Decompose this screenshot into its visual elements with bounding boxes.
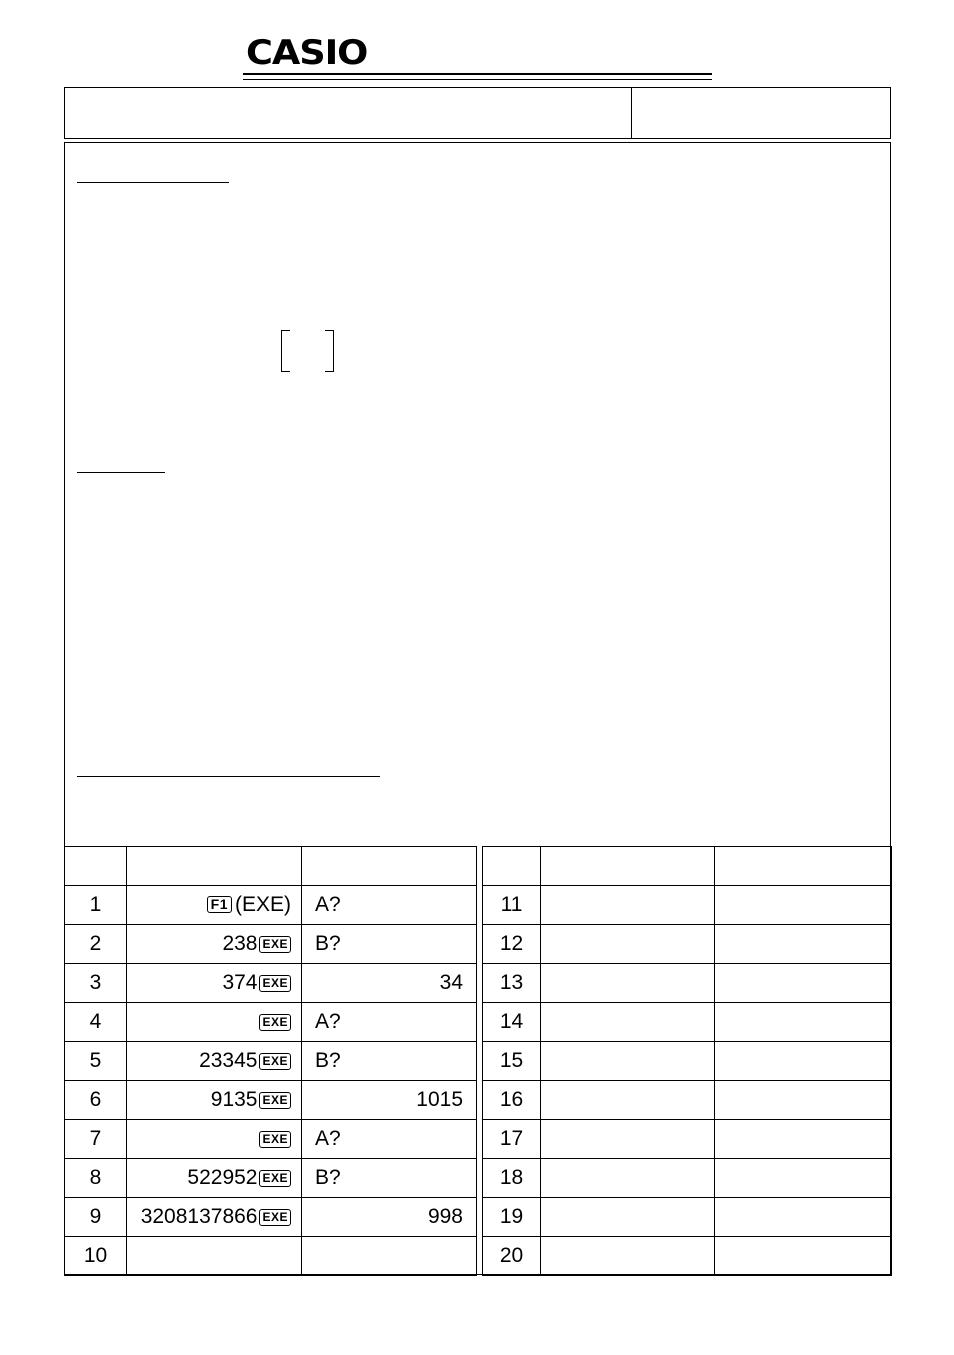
- header-cell: [483, 847, 541, 886]
- table-row: [65, 964, 892, 1003]
- display-value: [715, 1081, 892, 1120]
- step-number: 17: [483, 1120, 541, 1159]
- key-value: 23345: [199, 1049, 258, 1072]
- table-row: [65, 1120, 892, 1159]
- exe-key-icon: EXE: [259, 1014, 291, 1031]
- table-row: [65, 1237, 892, 1276]
- header-rule-thin: [243, 79, 712, 80]
- step-number: 8: [65, 1159, 127, 1198]
- exe-key-icon: EXE: [259, 1053, 291, 1070]
- display-value: 998: [302, 1198, 477, 1237]
- table-row: [65, 1003, 892, 1042]
- key-operation: [541, 1237, 715, 1276]
- key-operation: [541, 1159, 715, 1198]
- key-operation: [541, 964, 715, 1003]
- display-value: [715, 886, 892, 925]
- exe-key-icon: EXE: [259, 1131, 291, 1148]
- key-operation: [127, 1042, 302, 1081]
- key-operation: [127, 925, 302, 964]
- title-box-divider: [631, 87, 632, 139]
- display-value: [715, 1120, 892, 1159]
- exe-key-icon: EXE: [259, 1170, 291, 1187]
- section-heading-underline: [77, 472, 165, 473]
- key-value: 3208137866: [140, 1205, 258, 1228]
- key-operation: [541, 1081, 715, 1120]
- header-cell: [541, 847, 715, 886]
- step-number: 10: [65, 1237, 127, 1276]
- display-value: [715, 1003, 892, 1042]
- table-header-row: [65, 847, 892, 886]
- header-rule: [243, 73, 712, 75]
- key-value: 374: [222, 971, 258, 994]
- step-number: 14: [483, 1003, 541, 1042]
- right-bracket: [325, 330, 334, 372]
- display-value: [715, 1198, 892, 1237]
- key-operation: [541, 925, 715, 964]
- key-operation: [541, 1120, 715, 1159]
- key-operation: [541, 886, 715, 925]
- table-row: [65, 886, 892, 925]
- step-number: 9: [65, 1198, 127, 1237]
- key-label: (EXE): [234, 893, 291, 916]
- display-value: A?: [302, 1120, 477, 1159]
- step-number: 13: [483, 964, 541, 1003]
- display-value: A?: [302, 1003, 477, 1042]
- section-heading-underline: [77, 182, 229, 183]
- exe-key-icon: EXE: [259, 936, 291, 953]
- exe-key-icon: EXE: [259, 1092, 291, 1109]
- table-row: [65, 1081, 892, 1120]
- step-number: 15: [483, 1042, 541, 1081]
- display-value: [715, 1159, 892, 1198]
- operation-table: [64, 846, 892, 1276]
- step-number: 12: [483, 925, 541, 964]
- key-operation: [127, 1003, 302, 1042]
- step-number: 3: [65, 964, 127, 1003]
- display-value: [302, 1237, 477, 1276]
- section-heading-underline: [77, 776, 380, 777]
- step-number: 7: [65, 1120, 127, 1159]
- display-value: A?: [302, 886, 477, 925]
- table-row: [65, 925, 892, 964]
- left-bracket: [281, 330, 290, 372]
- step-number: 16: [483, 1081, 541, 1120]
- table-row: [65, 1198, 892, 1237]
- key-operation: [541, 1198, 715, 1237]
- display-value: B?: [302, 925, 477, 964]
- display-value: [715, 1237, 892, 1276]
- header-cell: [715, 847, 892, 886]
- key-operation: [127, 1237, 302, 1276]
- display-value: 1015: [302, 1081, 477, 1120]
- title-box: [64, 87, 891, 139]
- display-value: [715, 925, 892, 964]
- key-operation: [541, 1003, 715, 1042]
- display-value: B?: [302, 1042, 477, 1081]
- key-operation: [127, 1198, 302, 1237]
- f1-key-icon: F1: [207, 896, 232, 913]
- exe-key-icon: EXE: [259, 975, 291, 992]
- key-value: 238: [222, 932, 258, 955]
- display-value: [715, 1042, 892, 1081]
- step-number: 4: [65, 1003, 127, 1042]
- step-number: 18: [483, 1159, 541, 1198]
- header-cell: [127, 847, 302, 886]
- header-cell: [302, 847, 477, 886]
- display-value: 34: [302, 964, 477, 1003]
- step-number: 19: [483, 1198, 541, 1237]
- key-operation: [127, 964, 302, 1003]
- step-number: 20: [483, 1237, 541, 1276]
- step-number: 5: [65, 1042, 127, 1081]
- step-number: 2: [65, 925, 127, 964]
- key-operation: [127, 1159, 302, 1198]
- key-operation: [127, 886, 302, 925]
- step-number: 6: [65, 1081, 127, 1120]
- key-value: 522952: [187, 1166, 258, 1189]
- table-row: [65, 1042, 892, 1081]
- step-number: 11: [483, 886, 541, 925]
- display-value: B?: [302, 1159, 477, 1198]
- casio-logo: CASIO: [246, 33, 368, 73]
- display-value: [715, 964, 892, 1003]
- key-operation: [541, 1042, 715, 1081]
- header-cell: [65, 847, 127, 886]
- table-row: [65, 1159, 892, 1198]
- exe-key-icon: EXE: [259, 1209, 291, 1226]
- key-operation: [127, 1081, 302, 1120]
- key-operation: [127, 1120, 302, 1159]
- step-number: 1: [65, 886, 127, 925]
- key-value: 9135: [210, 1088, 258, 1111]
